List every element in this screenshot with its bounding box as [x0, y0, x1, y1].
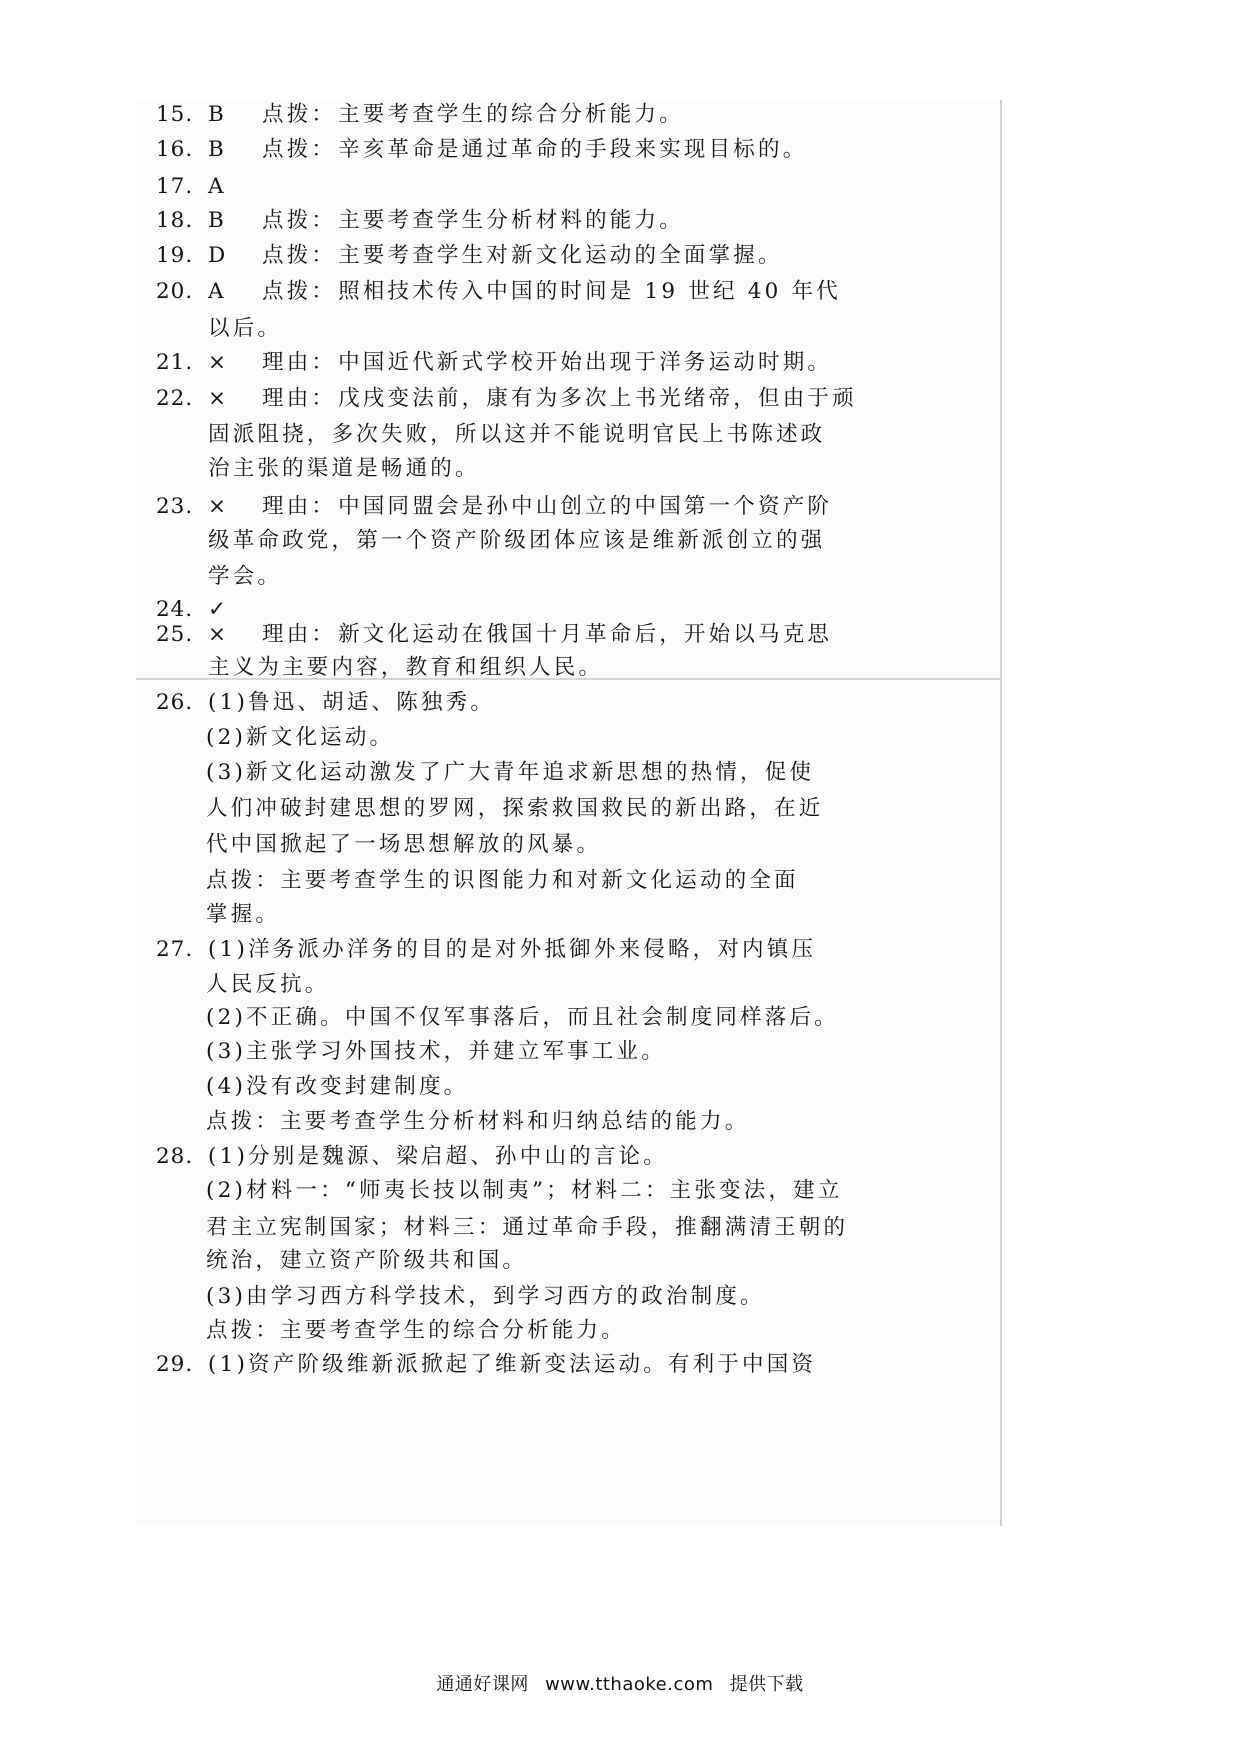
answer-text: 戊戌变法前，康有为多次上书光绪帝，但由于顽: [338, 386, 857, 411]
answer-line-continued: 学会。: [208, 564, 283, 589]
answer-line: [156, 935, 990, 965]
answer-tag: 理由：: [262, 350, 337, 375]
question-number: 28.: [156, 1144, 194, 1169]
answer-line-continued: 固派阻挠，多次失败，所以这并不能说明官民上书陈述政: [208, 422, 826, 447]
sub-answer-line: (3)新文化运动激发了广大青年追求新思想的热情，促使: [206, 760, 815, 785]
answer-line: [156, 206, 990, 236]
question-number: 27.: [156, 937, 194, 962]
answer-line: [156, 384, 990, 414]
answer-line: [156, 492, 990, 522]
question-number: 20.: [156, 279, 194, 304]
footer-note: 提供下载: [729, 1674, 804, 1695]
answer-line: [156, 688, 990, 718]
answer-choice: ×: [208, 494, 230, 519]
answer-tag: 点拨：: [262, 102, 337, 127]
answer-line: [156, 277, 990, 307]
answer-choice: D: [208, 243, 229, 268]
answer-tag: 点拨：: [262, 279, 337, 304]
answer-line: [156, 348, 990, 378]
footer-url: www.tthaoke.com: [545, 1674, 714, 1695]
question-number: 22.: [156, 386, 194, 411]
question-number: 21.: [156, 350, 194, 375]
answer-line-continued: 以后。: [208, 316, 283, 341]
sub-answer-line: (2)材料一：“师夷长技以制夷”；材料二：主张变法，建立: [206, 1178, 843, 1203]
question-number: 19.: [156, 243, 194, 268]
page-footer: [0, 1670, 1240, 1696]
answer-line: [156, 135, 990, 165]
answer-line: [156, 1350, 990, 1380]
sub-answer-line: (3)主张学习外国技术，并建立军事工业。: [206, 1039, 666, 1064]
sub-answer-line: 点拨：主要考查学生的识图能力和对新文化运动的全面: [206, 868, 799, 893]
sub-answer-line: 人们冲破封建思想的罗网，探索救国救民的新出路，在近: [206, 796, 824, 821]
answer-line-continued: 主义为主要内容，教育和组织人民。: [208, 655, 604, 680]
answer-text: (1)洋务派办洋务的目的是对外抵御外来侵略，对内镇压: [208, 937, 817, 962]
answer-choice: ×: [208, 386, 230, 411]
answer-text: 辛亥革命是通过革命的手段来实现目标的。: [338, 137, 808, 162]
scanned-page: [136, 100, 1002, 1526]
answer-text: (1)分别是魏源、梁启超、孙中山的言论。: [208, 1144, 668, 1169]
answer-tag: 理由：: [262, 622, 337, 647]
answer-line: [156, 100, 990, 130]
question-number: 26.: [156, 690, 194, 715]
sub-answer-line: (3)由学习西方科学技术，到学习西方的政治制度。: [206, 1284, 765, 1309]
sub-answer-line: 人民反抗。: [206, 972, 330, 997]
answer-text: 中国近代新式学校开始出现于洋务运动时期。: [338, 350, 833, 375]
question-number: 17.: [156, 174, 194, 199]
answer-line: [156, 620, 990, 650]
answer-choice: ×: [208, 622, 230, 647]
answer-tag: 理由：: [262, 494, 337, 519]
sub-answer-line: 点拨：主要考查学生分析材料和归纳总结的能力。: [206, 1109, 750, 1134]
answer-text: 主要考查学生对新文化运动的全面掌握。: [338, 243, 783, 268]
answer-line-continued: 治主张的渠道是畅通的。: [208, 456, 480, 481]
answer-line: [156, 1142, 990, 1172]
question-number: 18.: [156, 208, 194, 233]
answer-text: 新文化运动在俄国十月革命后，开始以马克思: [338, 622, 833, 647]
sub-answer-line: 统治，建立资产阶级共和国。: [206, 1248, 528, 1273]
sub-answer-line: 点拨：主要考查学生的综合分析能力。: [206, 1318, 626, 1343]
answer-choice: B: [208, 208, 227, 233]
footer-site-name: 通通好课网: [436, 1674, 529, 1695]
question-number: 23.: [156, 494, 194, 519]
answer-line-continued: 级革命政党，第一个资产阶级团体应该是维新派创立的强: [208, 528, 826, 553]
question-number: 15.: [156, 102, 194, 127]
question-number: 16.: [156, 137, 194, 162]
answer-text: 照相技术传入中国的时间是 19 世纪 40 年代: [338, 279, 841, 304]
answer-tag: 点拨：: [262, 243, 337, 268]
answer-line: [156, 241, 990, 271]
answer-tag: 点拨：: [262, 137, 337, 162]
answer-text: 中国同盟会是孙中山创立的中国第一个资产阶: [338, 494, 833, 519]
sub-answer-line: 代中国掀起了一场思想解放的风暴。: [206, 832, 602, 857]
answer-text: (1)资产阶级维新派掀起了维新变法运动。有利于中国资: [208, 1352, 817, 1377]
answer-tag: 理由：: [262, 386, 337, 411]
answer-choice: ×: [208, 350, 230, 375]
question-number: 25.: [156, 622, 194, 647]
answer-tag: 点拨：: [262, 208, 337, 233]
answer-choice: B: [208, 137, 227, 162]
answer-choice: B: [208, 102, 227, 127]
answer-choice: ✓: [208, 597, 230, 622]
question-number: 29.: [156, 1352, 194, 1377]
question-number: 24.: [156, 597, 194, 622]
sub-answer-line: (4)没有改变封建制度。: [206, 1074, 469, 1099]
sub-answer-line: (2)不正确。中国不仅军事落后，而且社会制度同样落后。: [206, 1005, 839, 1030]
answer-line: [156, 172, 990, 202]
answer-choice: A: [208, 174, 227, 199]
sub-answer-line: 君主立宪制国家；材料三：通过革命手段，推翻满清王朝的: [206, 1215, 849, 1240]
answer-text: (1)鲁迅、胡适、陈独秀。: [208, 690, 496, 715]
answer-text: 主要考查学生分析材料的能力。: [338, 208, 684, 233]
sub-answer-line: (2)新文化运动。: [206, 725, 395, 750]
sub-answer-line: 掌握。: [206, 902, 281, 927]
answer-choice: A: [208, 279, 227, 304]
answer-text: 主要考查学生的综合分析能力。: [338, 102, 684, 127]
